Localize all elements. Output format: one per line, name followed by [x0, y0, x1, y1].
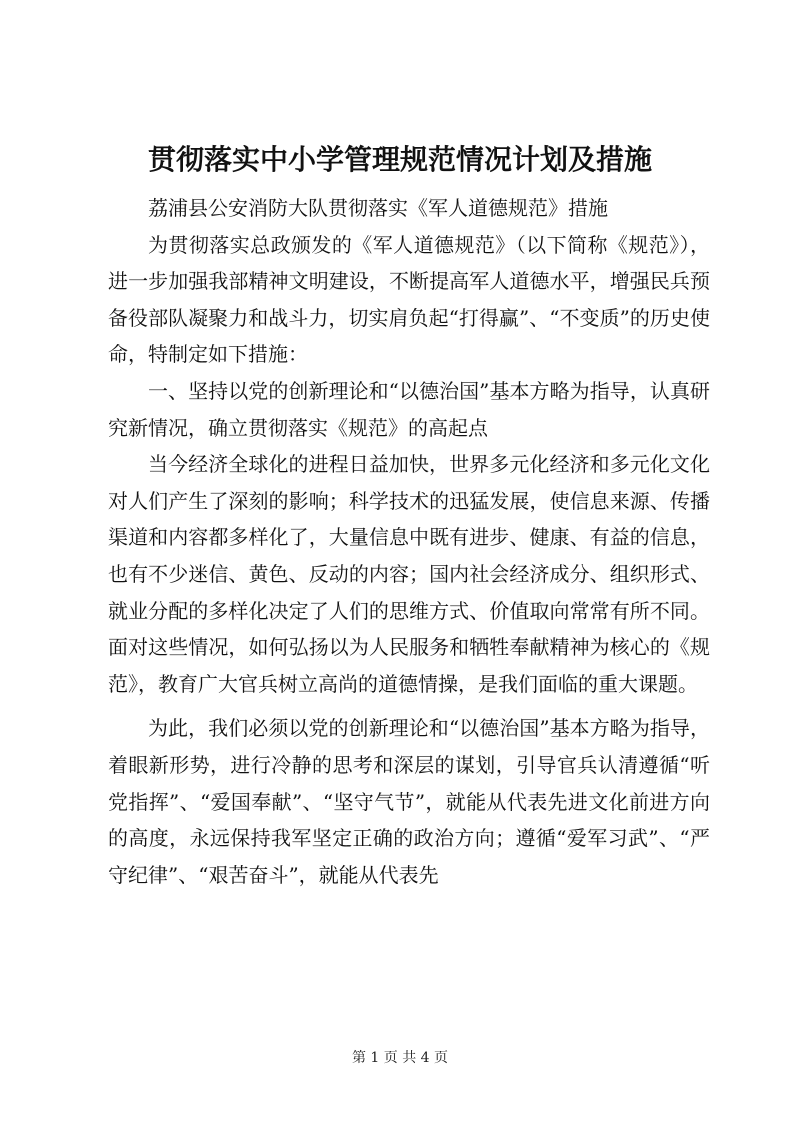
paragraph-context: 当今经济全球化的进程日益加快，世界多元化经济和多元化文化对人们产生了深刻的影响；科学技术的迅猛发展，使信息来源、传播渠道和内容都多样化了，大量信息中既有进步、健康、有益的信息，也有不少迷信、黄色、反动的内容；国内社会经济成分、组织形式、就业分配的多样化决定了人们的思维方式、价值取向常常有所不同。面对这些情况，如何弘扬以为人民服务和牺牲奉献精神为核心的《规范》，教育广大官兵树立高尚的道德情操，是我们面临的重大课题。 — [108, 452, 710, 696]
paragraph-section-heading: 一、坚持以党的创新理论和“以德治国”基本方略为指导，认真研究新情况，确立贯彻落实《规范》的高起点 — [108, 378, 710, 440]
page-number-footer: 第 1 页 共 4 页 — [351, 1050, 449, 1066]
paragraph-guidance: 为此，我们必须以党的创新理论和“以德治国”基本方略为指导，着眼新形势，进行冷静的思考和深层的谋划，引导官兵认清遵循“听党指挥”、“爱国奉献”、“坚守气节”，就能从代表先进文化前进方向的高度，永远保持我军坚定正确的政治方向；遵循“爱军习武”、“严守纪律”、“艰苦奋斗”，就能从代表先 — [108, 716, 710, 887]
document-subtitle: 荔浦县公安消防大队贯彻落实《军人道德规范》措施 — [148, 196, 608, 220]
paragraph-intro: 为贯彻落实总政颁发的《军人道德规范》（以下简称《规范》），进一步加强我部精神文明建设，不断提高军人道德水平，增强民兵预备役部队凝聚力和战斗力，切实肩负起“打得赢”、“不变质”的历史使命，特制定如下措施： — [108, 232, 710, 367]
paragraph-spacer — [108, 702, 710, 710]
document-title: 贯彻落实中小学管理规范情况计划及措施 — [147, 143, 652, 176]
document-body — [108, 190, 710, 893]
